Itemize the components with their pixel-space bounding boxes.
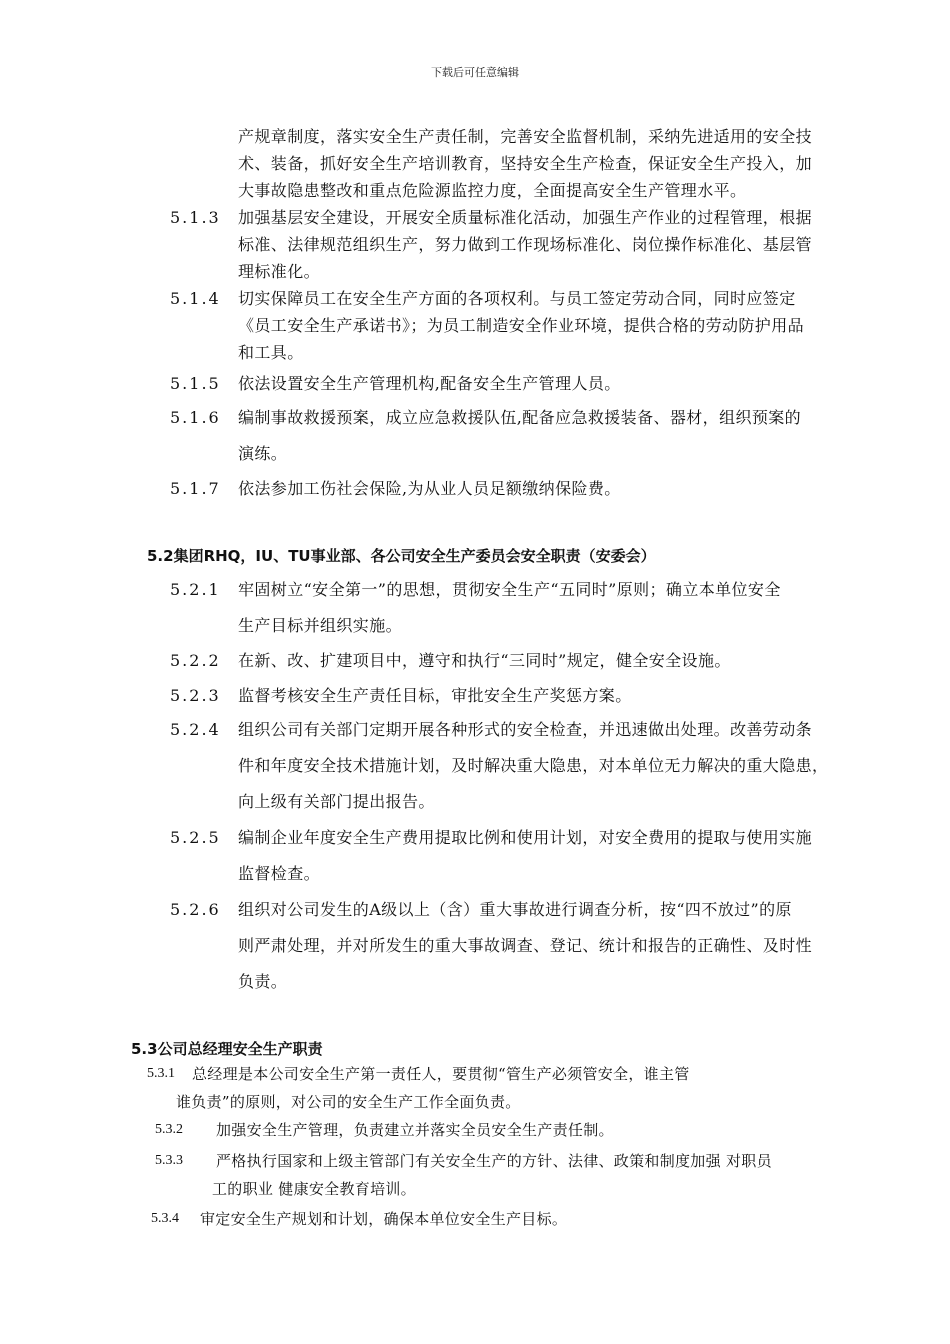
paragraph-line: 依法参加工伤社会保险,为从业人员足额缴纳保险费。 [238,479,621,498]
paragraph-line: 在新、改、扩建项目中，遵守和执行“三同时”规定，健全安全设施。 [238,651,731,670]
clause-number: 5.2.6 [170,900,221,919]
clause-number: 5.1.4 [170,289,221,308]
page-header: 下载后可任意编辑 [431,66,519,79]
clause-number: 5.2.1 [170,580,221,599]
paragraph-line: 审定安全生产规划和计划，确保本单位安全生产目标。 [200,1210,568,1228]
paragraph-line: 编制事故救援预案，成立应急救援队伍,配备应急救援装备、器材，组织预案的 [238,408,802,427]
paragraph-line: 和工具。 [238,343,304,362]
paragraph-line: 监督检查。 [238,864,321,883]
paragraph-line: 监督考核安全生产责任目标，审批安全生产奖惩方案。 [238,686,632,705]
paragraph-line: 牢固树立“安全第一”的思想，贯彻安全生产“五同时”原则；确立本单位安全 [238,580,781,599]
clause-number: 5.1.5 [170,374,221,393]
paragraph-line: 产规章制度，落实安全生产责任制，完善安全监督机制，采纳先进适用的安全技 [238,127,813,146]
clause-number: 5.2.2 [170,651,221,670]
clause-number: 5.1.6 [170,408,221,427]
paragraph-line: 编制企业年度安全生产费用提取比例和使用计划，对安全费用的提取与使用实施 [238,828,813,847]
paragraph-line: 切实保障员工在安全生产方面的各项权利。与员工签定劳动合同，同时应签定 [238,289,796,308]
clause-number: 5.3.3 [155,1153,183,1168]
paragraph-line: 加强安全生产管理，负责建立并落实全员安全生产责任制。 [216,1121,614,1139]
clause-number: 5.1.3 [170,208,221,227]
paragraph-line: 总经理是本公司安全生产第一责任人，要贯彻“管生产必须管安全，谁主管 [192,1065,690,1083]
paragraph-line: 《员工安全生产承诺书》；为员工制造安全作业环境，提供合格的劳动防护用品 [238,316,805,335]
paragraph-line: 演练。 [238,444,288,463]
paragraph-line: 工的职业 健康安全教育培训。 [212,1180,416,1198]
paragraph-line: 理标准化。 [238,262,321,281]
paragraph-line: 大事故隐患整改和重点危险源监控力度，全面提高安全生产管理水平。 [238,181,747,200]
clause-number: 5.1.7 [170,479,221,498]
paragraph-line: 负责。 [238,972,288,991]
clause-number: 5.3.4 [151,1211,179,1226]
paragraph-line: 严格执行国家和上级主管部门有关安全生产的方针、法律、政策和制度加强 对职员 [216,1152,772,1170]
paragraph-line: 谁负责”的原则，对公司的安全生产工作全面负责。 [176,1093,521,1111]
paragraph-line: 组织公司有关部门定期开展各种形式的安全检查，并迅速做出处理。改善劳动条 [238,720,813,739]
clause-number: 5.2.5 [170,828,221,847]
clause-number: 5.3.1 [147,1066,175,1081]
clause-number: 5.2.4 [170,720,221,739]
paragraph-line: 生产目标并组织实施。 [238,616,403,635]
paragraph-line: 加强基层安全建设，开展安全质量标准化活动，加强生产作业的过程管理，根据 [238,208,813,227]
paragraph-line: 件和年度安全技术措施计划，及时解决重大隐患，对本单位无力解决的重大隐患， [238,756,829,775]
paragraph-line: 标准、法律规范组织生产，努力做到工作现场标准化、岗位操作标准化、基层管 [238,235,813,254]
paragraph-line: 依法设置安全生产管理机构,配备安全生产管理人员。 [238,374,621,393]
clause-number: 5.3.2 [155,1122,183,1137]
section-heading: 5.3公司总经理安全生产职责 [131,1040,323,1058]
paragraph-line: 术、装备，抓好安全生产培训教育，坚持安全生产检查，保证安全生产投入，加 [238,154,813,173]
section-heading: 5.2集团RHQ，IU、TU事业部、各公司安全生产委员会安全职责（安委会） [147,547,656,565]
clause-number: 5.2.3 [170,686,221,705]
paragraph-line: 组织对公司发生的A级以上（含）重大事故进行调查分析，按“四不放过”的原 [238,900,792,919]
paragraph-line: 向上级有关部门提出报告。 [238,792,435,811]
paragraph-line: 则严肃处理，并对所发生的重大事故调查、登记、统计和报告的正确性、及时性 [238,936,813,955]
